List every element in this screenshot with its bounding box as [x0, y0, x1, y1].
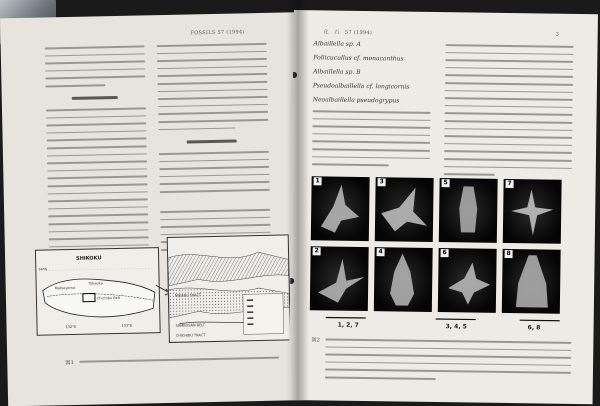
plate-panel-number: 1	[314, 177, 322, 185]
left-text-column-2	[157, 43, 269, 136]
species-line-4: Pseudoalbaillella cf. longicornis	[313, 82, 410, 92]
plate-panel	[503, 179, 562, 244]
radiolarian-specimen	[503, 179, 562, 244]
map-lon-label-1: 133°E	[121, 324, 132, 328]
book-gutter-shadow	[287, 0, 309, 400]
shikoku-index-map	[35, 247, 161, 336]
plate-figure-number: 図2	[311, 336, 320, 343]
section-heading-2	[187, 139, 237, 143]
map-tract-label-1: MIKABU TRACT	[175, 293, 201, 298]
left-text-column-1	[45, 45, 146, 93]
map-figure-caption	[79, 357, 279, 369]
species-line-1: Albaillella sp. A	[313, 40, 360, 49]
plate-panel-number: 7	[506, 180, 514, 188]
map-lat-label: 34°N	[38, 267, 47, 271]
map-tract-label-3: CHICHIBU TRACT	[176, 333, 206, 338]
left-text-column-1b	[46, 107, 149, 261]
map-tract-label-2: SAMBOSAN BELT	[176, 323, 206, 328]
species-line-2: Follicucullus cf. monacanthus	[313, 54, 403, 64]
species-line-5: Neoalbaillella pseudogrypus	[313, 96, 400, 106]
scale-label-1: 1, 2, 7	[338, 322, 359, 329]
map-lon-label-2: 132°E	[66, 325, 77, 329]
plate-panel	[438, 248, 497, 313]
right-text-column-2	[444, 44, 574, 182]
radiolarian-specimen	[439, 178, 498, 243]
plate-panel	[310, 246, 369, 311]
left-running-head: FOSSILS 57 (1994)	[190, 29, 244, 36]
plate-panel-number: 3	[378, 178, 386, 186]
plate-figure-caption	[325, 338, 572, 387]
map-belt-label: Chichibu Belt	[97, 296, 120, 300]
plate-panel-number: 4	[377, 248, 385, 256]
plate-panel	[439, 178, 498, 243]
plate-panel-number: 5	[442, 179, 450, 187]
radiolarian-specimen	[438, 248, 497, 313]
left-page	[0, 12, 314, 406]
scale-label-2: 3, 4, 5	[446, 323, 467, 330]
plate-panel	[311, 176, 370, 241]
map-shikoku-label: SHIKOKU	[76, 255, 102, 262]
right-page	[289, 10, 598, 404]
species-line-3: Albaillella sp. B	[313, 68, 361, 77]
map-locality-takaoka: Takaoka	[89, 281, 103, 285]
section-heading-1	[72, 96, 118, 100]
plate-panel-number: 8	[505, 250, 513, 258]
plate-panel-number: 2	[313, 247, 321, 255]
plate-panel	[502, 249, 561, 314]
plate-panel-number: 6	[441, 249, 449, 257]
plate-panel	[374, 247, 433, 312]
radiolarian-specimen	[502, 249, 561, 314]
radiolarian-specimen	[310, 246, 369, 311]
scale-label-3: 6, 8	[528, 324, 541, 331]
map-figure-number: 図1	[65, 359, 74, 366]
map-locality-matsuyama: Matsuyama	[55, 286, 75, 290]
radiolarian-specimen	[374, 247, 433, 312]
radiolarian-specimen	[311, 176, 370, 241]
left-text-column-2b	[159, 151, 270, 199]
page-number: 3	[556, 32, 560, 38]
geologic-detail-map	[167, 234, 291, 343]
radiolarian-specimen	[375, 177, 434, 242]
right-running-head: 化 石 57 (1994)	[324, 28, 373, 36]
right-text-column-1	[312, 110, 431, 172]
plate-panel	[375, 177, 434, 242]
